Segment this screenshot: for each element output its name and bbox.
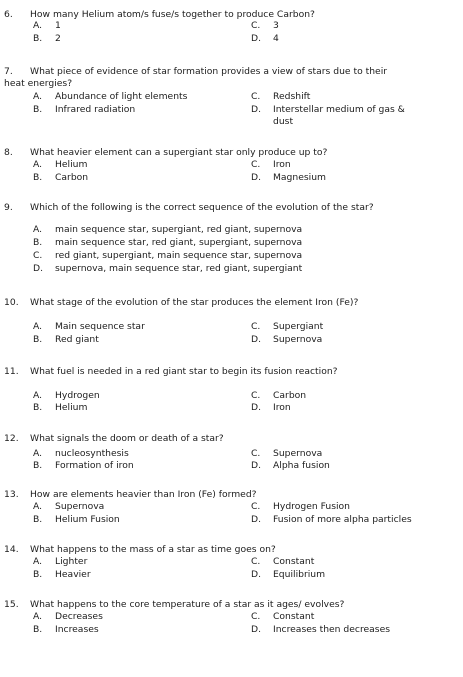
question-number: 10. [4,297,19,308]
option-d[interactable]: D. Alpha fusion [251,460,330,471]
option-c[interactable]: C. Constant [251,611,315,622]
option-b[interactable]: B. main sequence star, red giant, supergiant, supernova [33,237,303,248]
option-b[interactable]: B. Infrared radiation [33,104,136,115]
question-number: 11. [4,366,19,377]
option-b[interactable]: B. Carbon [33,172,89,183]
option-a[interactable]: A. Lighter [33,556,88,567]
option-a[interactable]: A. Decreases [33,611,103,622]
option-d-continued: dust [273,116,294,127]
option-c[interactable]: C. Constant [251,556,315,567]
option-b[interactable]: B. Heavier [33,569,91,580]
option-c[interactable]: C. 3 [251,20,279,31]
question-number: 7. [4,66,13,77]
question-text: Which of the following is the correct sequence of the evolution of the star? [30,202,374,213]
option-c[interactable]: C. red giant, supergiant, main sequence star, supernova [33,250,303,261]
option-d[interactable]: D. Interstellar medium of gas & [251,104,405,115]
option-a[interactable]: A. Abundance of light elements [33,91,188,102]
option-c[interactable]: C. Redshift [251,91,311,102]
option-a[interactable]: A. Helium [33,159,88,170]
option-c[interactable]: C. Carbon [251,390,307,401]
option-d[interactable]: D. Increases then decreases [251,624,391,635]
option-c[interactable]: C. Supernova [251,448,323,459]
question-text: What heavier element can a supergiant star only produce up to? [30,147,328,158]
question-text: What fuel is needed in a red giant star to begin its fusion reaction? [30,366,338,377]
question-number: 8. [4,147,13,158]
option-a[interactable]: A. main sequence star, supergiant, red giant, supernova [33,224,303,235]
option-c[interactable]: C. Supergiant [251,321,324,332]
question-text: What signals the doom or death of a star? [30,433,224,444]
option-d[interactable]: D. Supernova [251,334,323,345]
option-b[interactable]: B. 2 [33,33,61,44]
option-b[interactable]: B. Helium [33,402,88,413]
question-text: What happens to the core temperature of a star as it ages/ evolves? [30,599,345,610]
question-text: How many Helium atom/s fuse/s together to produce Carbon? [30,9,315,20]
question-text: What stage of the evolution of the star produces the element Iron (Fe)? [30,297,359,308]
option-d[interactable]: D. 4 [251,33,279,44]
question-text: What happens to the mass of a star as time goes on? [30,544,276,555]
question-number: 15. [4,599,19,610]
option-a[interactable]: A. Main sequence star [33,321,145,332]
option-d[interactable]: D. Iron [251,402,291,413]
option-d[interactable]: D. supernova, main sequence star, red giant, supergiant [33,263,303,274]
question-text: How are elements heavier than Iron (Fe) formed? [30,489,257,500]
option-a[interactable]: A. nucleosynthesis [33,448,129,459]
option-c[interactable]: C. Hydrogen Fusion [251,501,350,512]
question-text-continued: heat energies? [4,78,73,89]
question-number: 14. [4,544,19,555]
option-a[interactable]: A. Supernova [33,501,105,512]
question-number: 6. [4,9,13,20]
option-b[interactable]: B. Formation of iron [33,460,134,471]
option-d[interactable]: D. Magnesium [251,172,326,183]
option-b[interactable]: B. Increases [33,624,99,635]
option-d[interactable]: D. Equilibrium [251,569,326,580]
option-c[interactable]: C. Iron [251,159,291,170]
question-number: 9. [4,202,13,213]
option-a[interactable]: A. 1 [33,20,61,31]
question-text: What piece of evidence of star formation provides a view of stars due to their [30,66,388,77]
option-a[interactable]: A. Hydrogen [33,390,100,401]
option-d[interactable]: D. Fusion of more alpha particles [251,514,412,525]
option-b[interactable]: B. Red giant [33,334,99,345]
question-number: 13. [4,489,19,500]
option-b[interactable]: B. Helium Fusion [33,514,120,525]
question-number: 12. [4,433,19,444]
